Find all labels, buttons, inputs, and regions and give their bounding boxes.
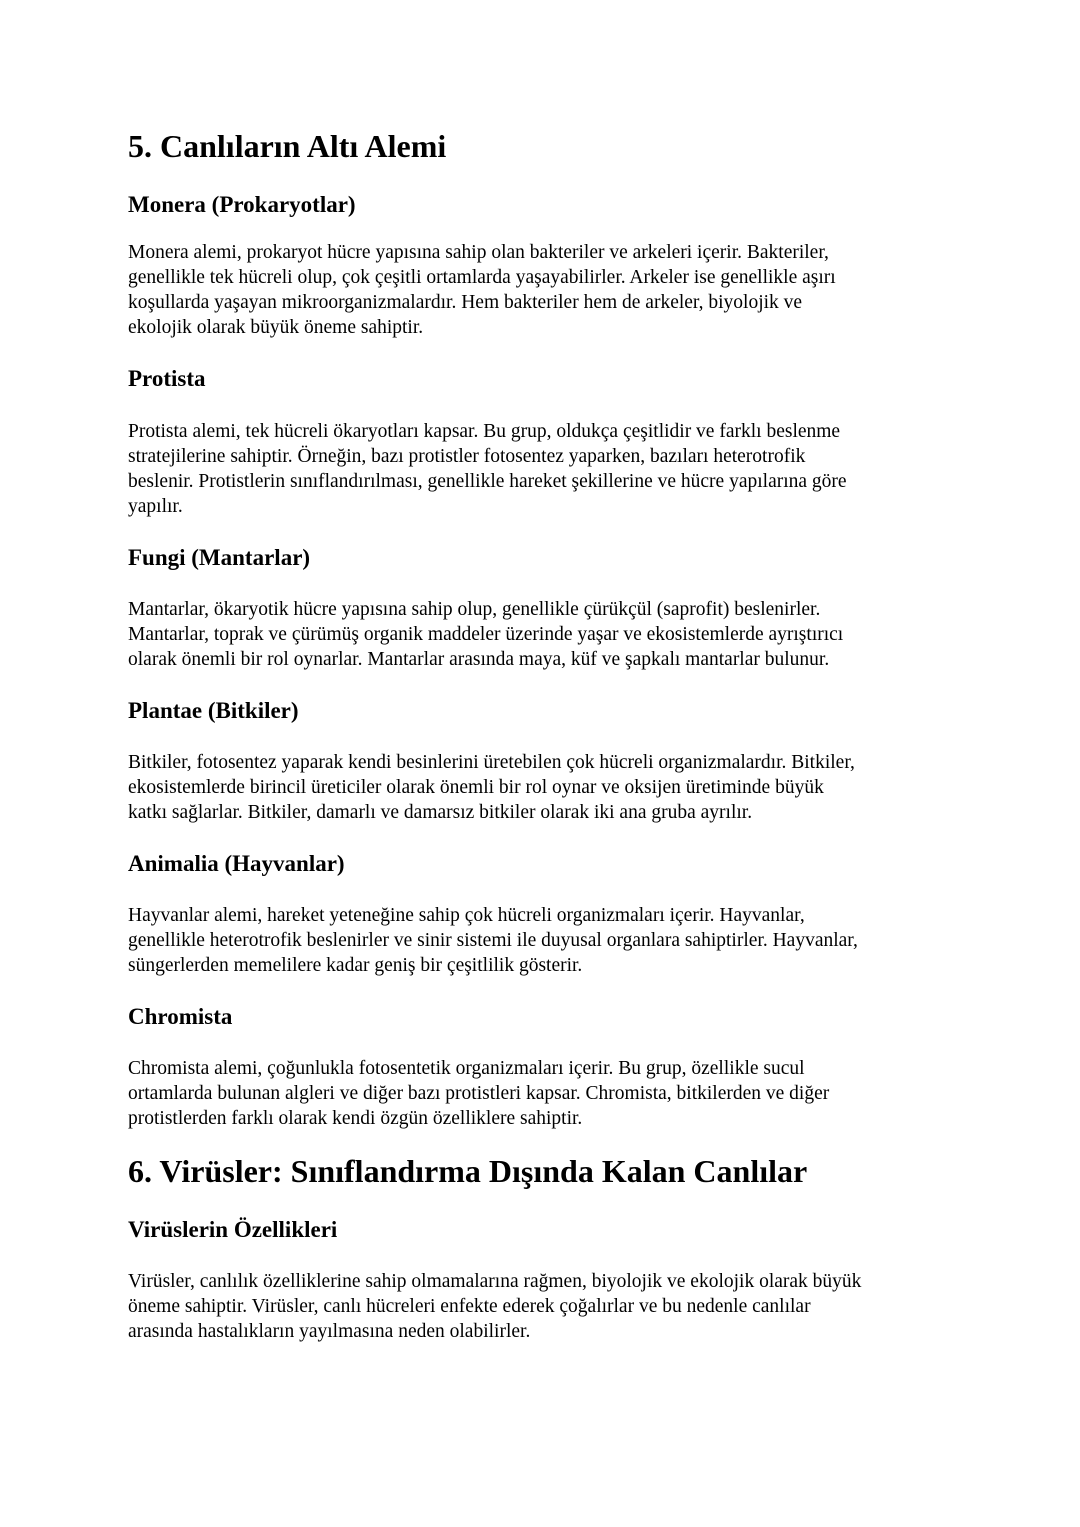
kingdom-heading-plantae: Plantae (Bitkiler) [128,698,299,723]
paragraph-line: arasında hastalıkların yayılmasına neden olabilirler. [128,1321,531,1342]
paragraph-line: katkı sağlarlar. Bitkiler, damarlı ve damarsız bitkiler olarak iki ana gruba ayrılır. [128,802,753,823]
kingdom-heading-protista: Protista [128,366,206,391]
kingdom-paragraph-animalia [128,903,958,978]
kingdom-paragraph-monera [128,240,958,340]
paragraph-line: genellikle tek hücreli olup, çok çeşitli ortamlarda yaşayabilirler. Arkeler ise genellikle aşırı [128,267,836,288]
paragraph-line: süngerlerden memelilere kadar geniş bir çeşitlilik gösterir. [128,955,583,976]
paragraph-line: stratejilerine sahiptir. Örneğin, bazı protistler fotosentez yaparken, bazıları heterotrofik [128,446,806,467]
section-5-title: 5. Canlıların Altı Alemi [128,128,447,164]
kingdom-paragraph-plantae [128,750,958,825]
kingdom-paragraph-chromista [128,1056,958,1131]
paragraph-line: ekosistemlerde birincil üreticiler olarak önemli bir rol oynar ve oksijen üretiminde büyük [128,777,824,798]
paragraph-line: Chromista alemi, çoğunlukla fotosentetik organizmaları içerir. Bu grup, özellikle sucul [128,1058,805,1079]
kingdom-paragraph-protista [128,419,958,519]
paragraph-line: yapılır. [128,496,183,517]
paragraph-line: Hayvanlar alemi, hareket yeteneğine sahip çok hücreli organizmaları içerir. Hayvanlar, [128,905,805,926]
paragraph-line: Virüsler, canlılık özelliklerine sahip olmamalarına rağmen, biyolojik ve ekolojik olarak büyük [128,1271,862,1292]
paragraph-line: koşullarda yaşayan mikroorganizmalardır. Hem bakteriler hem de arkeler, biyolojik ve [128,292,803,313]
virus-properties-paragraph [128,1269,958,1344]
paragraph-line: Bitkiler, fotosentez yaparak kendi besinlerini üretebilen çok hücreli organizmalardır. Bitkiler, [128,752,855,773]
section-6-title: 6. Virüsler: Sınıflandırma Dışında Kalan Canlılar [128,1153,808,1189]
virus-properties-heading: Virüslerin Özellikleri [128,1217,338,1242]
paragraph-line: olarak önemli bir rol oynarlar. Mantarlar arasında maya, küf ve şapkalı mantarlar bulunur. [128,649,830,670]
paragraph-line: Mantarlar, ökaryotik hücre yapısına sahip olup, genellikle çürükçül (saprofit) beslenirler. [128,599,821,620]
kingdom-heading-animalia: Animalia (Hayvanlar) [128,851,345,876]
paragraph-line: beslenir. Protistlerin sınıflandırılması, genellikle hareket şekillerine ve hücre yapılarına göre [128,471,847,492]
kingdom-paragraph-fungi [128,597,958,672]
paragraph-line: öneme sahiptir. Virüsler, canlı hücreleri enfekte ederek çoğalırlar ve bu nedenle canlılar [128,1296,811,1317]
paragraph-line: Monera alemi, prokaryot hücre yapısına sahip olan bakteriler ve arkeleri içerir. Bakteriler, [128,242,829,263]
paragraph-line: ortamlarda bulunan algleri ve diğer bazı protistleri kapsar. Chromista, bitkilerden ve diğer [128,1083,830,1104]
document-page [128,126,958,1344]
paragraph-line: ekolojik olarak büyük öneme sahiptir. [128,317,424,338]
paragraph-line: Protista alemi, tek hücreli ökaryotları kapsar. Bu grup, oldukça çeşitlidir ve farklı beslenme [128,421,841,442]
paragraph-line: genellikle heterotrofik beslenirler ve sinir sistemi ile duyusal organlara sahiptirler. Hayvanlar, [128,930,858,951]
kingdom-heading-fungi: Fungi (Mantarlar) [128,545,311,570]
paragraph-line: protistlerden farklı olarak kendi özgün özelliklere sahiptir. [128,1108,583,1129]
kingdom-heading-chromista: Chromista [128,1004,233,1029]
kingdom-heading-monera: Monera (Prokaryotlar) [128,192,356,217]
paragraph-line: Mantarlar, toprak ve çürümüş organik maddeler üzerinde yaşar ve ekosistemlerde ayrıştırıcı [128,624,844,645]
